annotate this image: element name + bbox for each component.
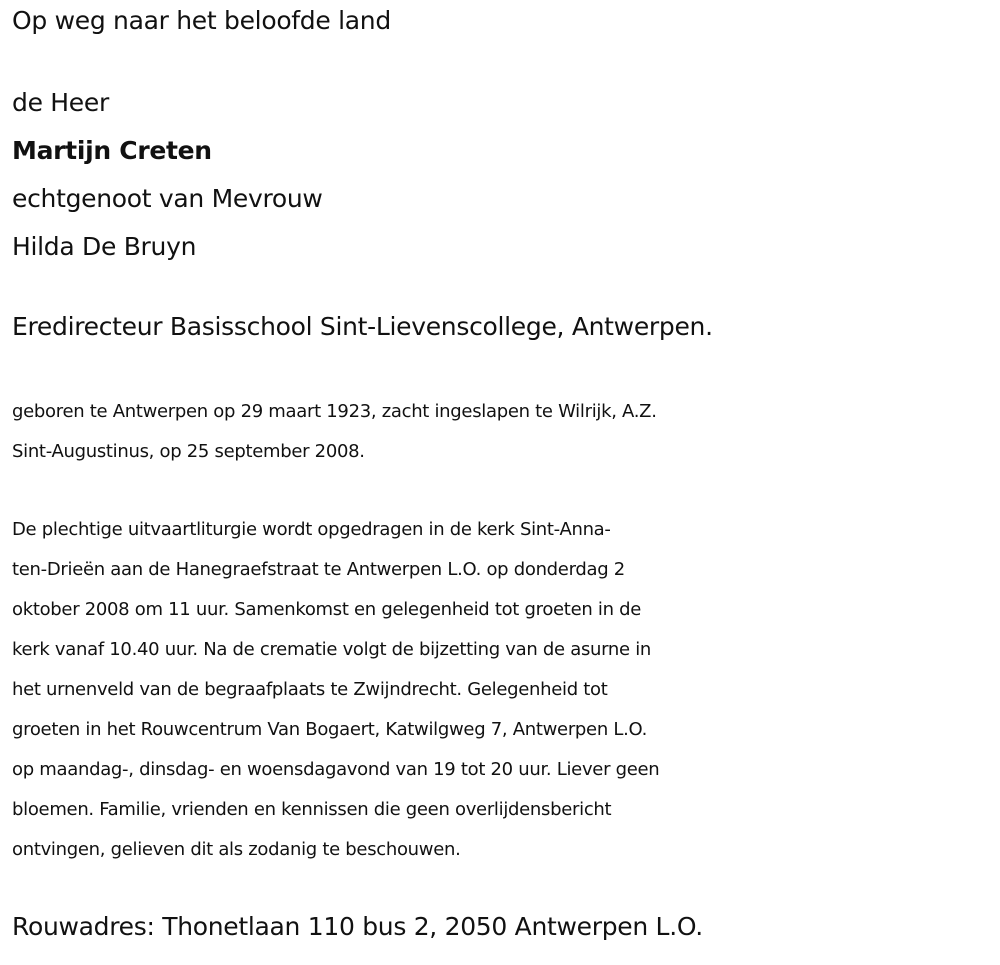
mourning-address: Rouwadres: Thonetlaan 110 bus 2, 2050 Antwerpen L.O. [12,912,703,941]
deceased-name: Martijn Creten [12,136,212,165]
spouse-name: Hilda De Bruyn [12,232,197,261]
birth-death-paragraph [12,392,992,472]
funeral-paragraph [12,510,992,870]
funeral-line: groeten in het Rouwcentrum Van Bogaert, Katwilgweg 7, Antwerpen L.O. [12,719,648,740]
funeral-line: ontvingen, gelieven dit als zodanig te beschouwen. [12,839,461,860]
funeral-line: De plechtige uitvaartliturgie wordt opgedragen in de kerk Sint-Anna- [12,519,611,540]
notice-heading: Op weg naar het beloofde land [12,6,391,35]
funeral-line: op maandag-, dinsdag- en woensdagavond van 19 tot 20 uur. Liever geen [12,759,660,780]
occupation: Eredirecteur Basisschool Sint-Lievenscollege, Antwerpen. [12,312,713,341]
funeral-line: ten-Drieën aan de Hanegraefstraat te Antwerpen L.O. op donderdag 2 [12,559,625,580]
birth-death-line: Sint-Augustinus, op 25 september 2008. [12,441,365,462]
funeral-line: oktober 2008 om 11 uur. Samenkomst en gelegenheid tot groeten in de [12,599,641,620]
funeral-line: bloemen. Familie, vrienden en kennissen die geen overlijdensbericht [12,799,612,820]
funeral-line: het urnenveld van de begraafplaats te Zwijndrecht. Gelegenheid tot [12,679,608,700]
title-prefix: de Heer [12,88,109,117]
birth-death-line: geboren te Antwerpen op 29 maart 1923, zacht ingeslapen te Wilrijk, A.Z. [12,401,657,422]
spouse-label: echtgenoot van Mevrouw [12,184,323,213]
funeral-line: kerk vanaf 10.40 uur. Na de crematie volgt de bijzetting van de asurne in [12,639,652,660]
